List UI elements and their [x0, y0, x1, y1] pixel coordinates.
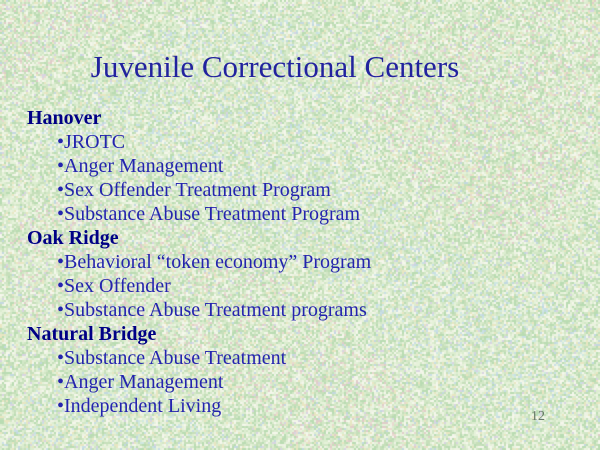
list-item — [27, 250, 587, 274]
slide-body — [27, 106, 587, 418]
list-item-text: JROTC — [64, 131, 126, 153]
list-item — [27, 394, 587, 418]
list-item-text: Substance Abuse Treatment Program — [64, 203, 361, 225]
list-item-text: Anger Management — [64, 371, 224, 393]
list-item-text: Anger Management — [64, 155, 224, 177]
bullet-icon: • — [57, 395, 65, 417]
list-item-text: Sex Offender Treatment Program — [64, 179, 331, 201]
bullet-icon: • — [57, 299, 65, 321]
list-item — [27, 178, 587, 202]
section-heading-natural-bridge: Natural Bridge — [27, 323, 157, 345]
list-item-text: Behavioral “token economy” Program — [64, 251, 372, 273]
list-item — [27, 154, 587, 178]
bullet-icon: • — [57, 371, 65, 393]
list-item — [27, 130, 587, 154]
list-item — [27, 274, 587, 298]
bullet-icon: • — [57, 347, 65, 369]
list-item — [27, 202, 587, 226]
slide-title: Juvenile Correctional Centers — [90, 49, 460, 84]
list-item-text: Independent Living — [64, 395, 222, 417]
bullet-icon: • — [57, 155, 65, 177]
bullet-icon: • — [57, 131, 65, 153]
list-item — [27, 346, 587, 370]
section-heading-oak-ridge: Oak Ridge — [27, 227, 119, 249]
section-heading-hanover: Hanover — [27, 107, 102, 129]
list-item-text: Sex Offender — [64, 275, 171, 297]
list-item-text: Substance Abuse Treatment programs — [64, 299, 367, 321]
list-item-text: Substance Abuse Treatment — [64, 347, 287, 369]
bullet-icon: • — [57, 251, 65, 273]
list-item — [27, 298, 587, 322]
bullet-icon: • — [57, 275, 65, 297]
bullet-icon: • — [57, 203, 65, 225]
page-number: 12 — [531, 409, 545, 424]
list-item — [27, 370, 587, 394]
bullet-icon: • — [57, 179, 65, 201]
